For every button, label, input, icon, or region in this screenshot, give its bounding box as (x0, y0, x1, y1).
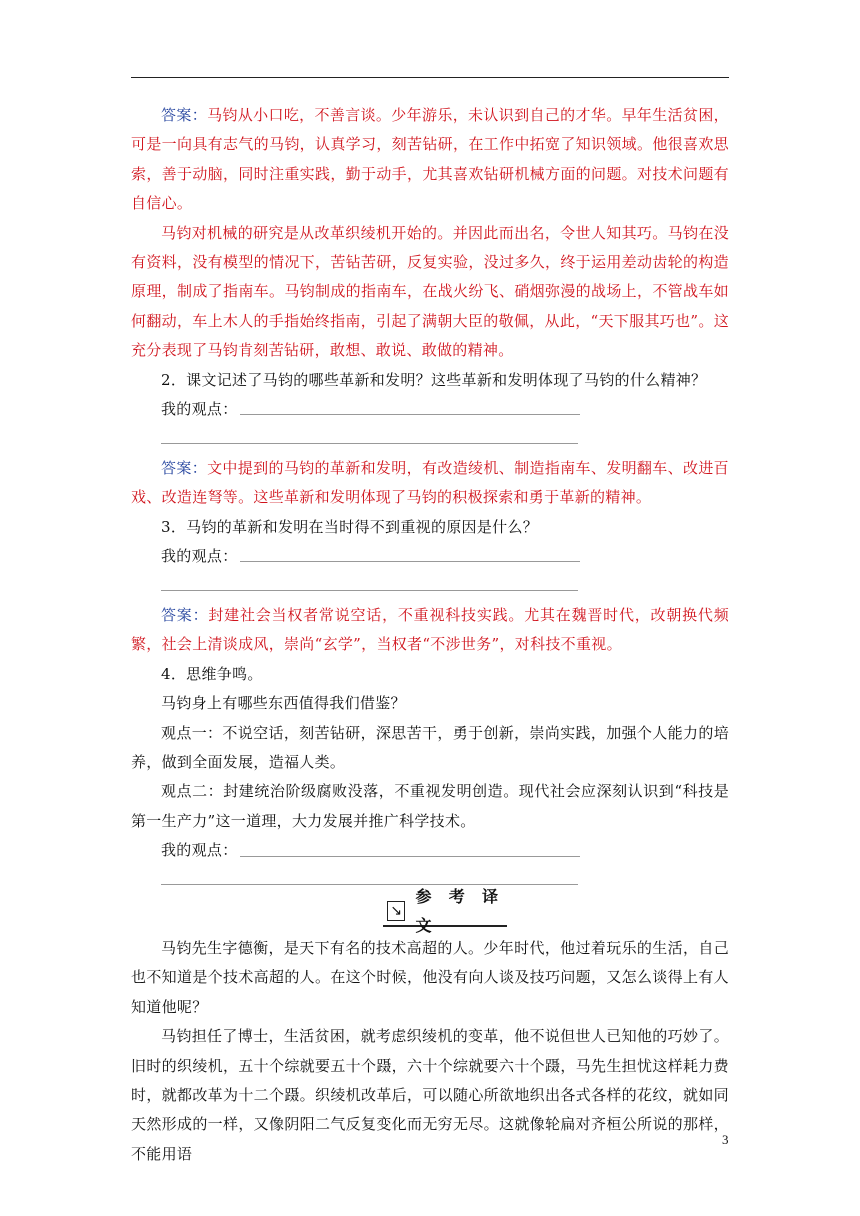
page-number: 3 (722, 1132, 729, 1147)
blank-row-q2 (131, 424, 729, 453)
question-4-prompt: 马钧身上有哪些东西值得我们借鉴？ (161, 694, 406, 713)
answer-label: 答案： (161, 605, 209, 624)
answer-label: 答案： (161, 106, 208, 124)
answer-blank-line[interactable] (161, 884, 578, 885)
answer-text: 封建社会当权者常说空话，不重视科技实践。尤其在魏晋时代，改朝换代频繁，社会上清谈成风，崇尚“玄学”，当权者“不涉世务”，对科技不重视。 (131, 605, 729, 654)
page-content (131, 101, 729, 1169)
answer-label: 答案： (161, 458, 208, 477)
my-view-row-q4 (131, 836, 729, 865)
answer-q3 (131, 601, 729, 660)
answer-blank-line[interactable] (240, 856, 580, 857)
my-view-label: 我的观点： (161, 841, 238, 860)
answer-1-paragraph-2: 马钧对机械的研究是从改革织绫机开始的。并因此而出名，令世人知其巧。马钧在没有资料，没有模型的情况下，苦钻苦研，反复实验，没过多久，终于运用差动齿轮的构造原理，制成了指南车。马钧制成的指南车，在战火纷飞、硝烟弥漫的战场上，不管战车如何翻动，车上木人的手指始终指南，引起了满朝大臣的敬佩，从此，“天下服其巧也”。这充分表现了马钧肯刻苦钻研，敢想、敢说、敢做的精神。 (131, 223, 729, 360)
my-view-row-q3 (131, 542, 729, 571)
header-rule (131, 77, 729, 78)
section-title: 参考译文 (415, 886, 507, 935)
question-3: 3．马钧的革新和发明在当时得不到重视的原因是什么？ (161, 517, 539, 536)
viewpoint-1: 观点一：不说空话，刻苦钻研，深思苦干，勇于创新，崇尚实践，加强个人能力的培养，做到全面发展，造福人类。 (131, 723, 729, 771)
answer-blank-line[interactable] (240, 561, 580, 562)
answer-q2 (131, 454, 729, 513)
viewpoint-2: 观点二：封建统治阶级腐败没落，不重视发明创造。现代社会应深刻认识到“科技是第一生产力”这一道理，大力发展并推广科学技术。 (131, 782, 729, 830)
question-4: 4．思维争鸣。 (161, 664, 263, 683)
answer-blank-line[interactable] (240, 414, 580, 415)
section-header (131, 886, 729, 935)
answer-blank-line[interactable] (161, 590, 578, 591)
translation-paragraph-2: 马钧担任了博士，生活贫困，就考虑织绫机的变革，他不说但世人已知他的巧妙了。旧时的织绫机，五十个综就要五十个蹑，六十个综就要六十个蹑，马先生担忧这样耗力费时，就都改革为十二个蹑。织绫机改革后，可以随心所欲地织出各式各样的花纹，就如同天然形成的一样，又像阴阳二气反复变化而无穷无尽。这就像轮扁对齐桓公所说的那样，不能用语 (131, 1027, 729, 1163)
answer-text: 马钧从小口吃，不善言谈。少年游乐，未认识到自己的才华。早年生活贫困，可是一向具有志气的马钧，认真学习，刻苦钻研，在工作中拓宽了知识领域。他很喜欢思索，善于动脑，同时注重实践，勤于动手，尤其喜欢钻研机械方面的问题。对技术问题有自信心。 (131, 106, 729, 213)
answer-text: 文中提到的马钧的革新和发明，有改造绫机、制造指南车、发明翻车、改进百戏、改造连弩等。这些革新和发明体现了马钧的积极探索和勇于革新的精神。 (131, 458, 729, 507)
my-view-label: 我的观点： (161, 547, 238, 566)
answer-blank-line[interactable] (161, 443, 578, 444)
answer-1-paragraph-1 (131, 101, 729, 219)
my-view-row-q2 (131, 395, 729, 424)
section-title-box (383, 886, 507, 935)
blank-row-q3 (131, 571, 729, 600)
question-2: 2．课文记述了马钧的哪些革新和发明？这些革新和发明体现了马钧的什么精神？ (161, 370, 707, 389)
translation-paragraph-1: 马钧先生字德衡，是天下有名的技术高超的人。少年时代，他过着玩乐的生活，自己也不知道是个技术高超的人。在这个时候，他没有向人谈及技巧问题，又怎么谈得上有人知道他呢？ (131, 938, 729, 1016)
my-view-label: 我的观点： (161, 400, 238, 419)
arrow-down-right-icon: ↘ (387, 901, 405, 921)
